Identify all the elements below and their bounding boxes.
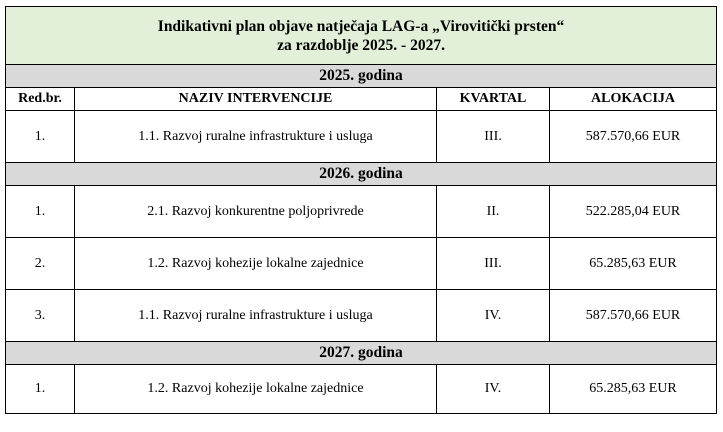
table-row bbox=[6, 290, 717, 342]
year-row bbox=[6, 163, 717, 186]
header-row bbox=[6, 88, 717, 111]
cell-no: 3. bbox=[6, 290, 75, 342]
table-title bbox=[6, 7, 717, 65]
cell-allocation: 65.285,63 EUR bbox=[550, 365, 717, 414]
cell-allocation: 522.285,04 EUR bbox=[550, 186, 717, 238]
cell-name: 2.1. Razvoj konkurentne poljoprivrede bbox=[75, 186, 437, 238]
cell-allocation: 587.570,66 EUR bbox=[550, 111, 717, 163]
plan-table bbox=[5, 6, 717, 414]
cell-quarter: III. bbox=[437, 238, 550, 290]
cell-name: 1.1. Razvoj ruralne infrastrukture i usluga bbox=[75, 290, 437, 342]
cell-name: 1.2. Razvoj kohezije lokalne zajednice bbox=[75, 365, 437, 414]
cell-quarter: IV. bbox=[437, 365, 550, 414]
cell-allocation: 65.285,63 EUR bbox=[550, 238, 717, 290]
table-row bbox=[6, 238, 717, 290]
column-header-quarter: KVARTAL bbox=[437, 88, 550, 111]
year-row bbox=[6, 65, 717, 88]
cell-allocation: 587.570,66 EUR bbox=[550, 290, 717, 342]
year-row bbox=[6, 342, 717, 365]
cell-no: 1. bbox=[6, 365, 75, 414]
cell-quarter: III. bbox=[437, 111, 550, 163]
table-row bbox=[6, 365, 717, 414]
year-label: 2027. godina bbox=[6, 342, 717, 365]
cell-quarter: IV. bbox=[437, 290, 550, 342]
title-line-2: za razdoblje 2025. - 2027. bbox=[277, 36, 445, 54]
cell-quarter: II. bbox=[437, 186, 550, 238]
cell-no: 1. bbox=[6, 111, 75, 163]
cell-no: 2. bbox=[6, 238, 75, 290]
year-label: 2026. godina bbox=[6, 163, 717, 186]
cell-no: 1. bbox=[6, 186, 75, 238]
title-line-1: Indikativni plan objave natječaja LAG-a „Virovitički prsten“ bbox=[157, 17, 565, 35]
column-header-allocation: ALOKACIJA bbox=[550, 88, 717, 111]
table-row bbox=[6, 186, 717, 238]
title-row bbox=[6, 7, 717, 65]
year-label: 2025. godina bbox=[6, 65, 717, 88]
column-header-no: Red.br. bbox=[6, 88, 75, 111]
table-row bbox=[6, 111, 717, 163]
column-header-name: NAZIV INTERVENCIJE bbox=[75, 88, 437, 111]
cell-name: 1.2. Razvoj kohezije lokalne zajednice bbox=[75, 238, 437, 290]
cell-name: 1.1. Razvoj ruralne infrastrukture i usluga bbox=[75, 111, 437, 163]
